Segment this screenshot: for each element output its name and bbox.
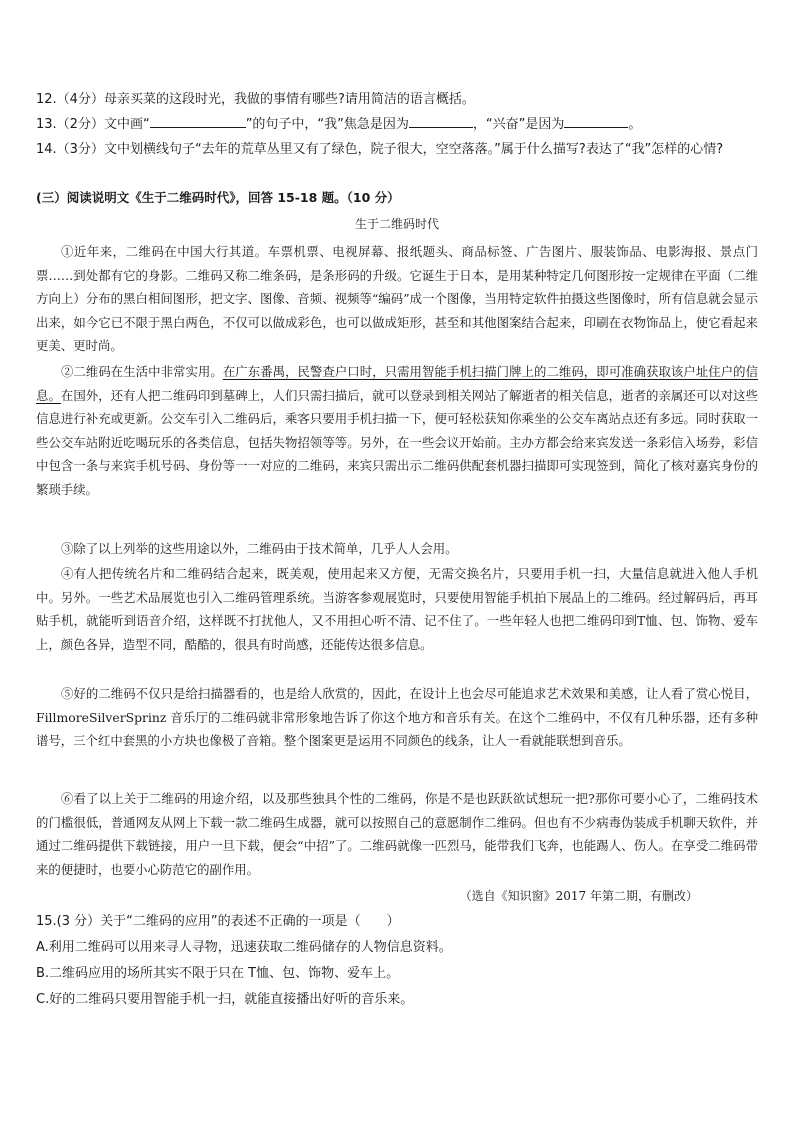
question-13-middle: ”的句子中，“我”焦急是因为 xyxy=(245,117,409,132)
question-13-middle-2: ，“兴奋”是因为 xyxy=(472,117,565,132)
paragraph-1: ①近年来，二维码在中国大行其道。车票机票、电视屏幕、报纸题头、商品标签、广告图片、服装饰品、电影海报、景点门票……到处都有它的身影。二维码又称二维条码，是条形码的升级。它诞生于日本，是用某种特定几何图形按一定规律在平面（二维方向上）分布的黑白相间图形，把文字、图像、音频、视频等“编码”成一个图像，当用特定软件拍摄这些图像时，所有信息就会显示出来，如今它已不限于黑白两色，不仅可以做成彩色，也可以做成矩形，甚至和其他图案结合起来，印刷在衣物饰品上，使它看起来更美、更时尚。 xyxy=(36,244,758,354)
question-13 xyxy=(36,113,760,137)
option-b: B.二维码应用的场所其实不限于只在 T恤、包、饰物、爱车上。 xyxy=(36,966,400,981)
paragraph-3: ③除了以上列举的这些用途以外，二维码由于技术简单，几乎人人会用。 xyxy=(61,541,458,556)
paragraph-2 xyxy=(36,360,758,502)
paragraph-4: ④有人把传统名片和二维码结合起来，既美观，使用起来又方便，无需交换名片，只要用手机一扫，大量信息就进入他人手机中。另外。一些艺术品展览也引入二维码管理系统。当游客参观展览时，只要使用智能手机拍下展品上的二维码。经过解码后，再耳贴手机，就能听到语音介绍，这样既不打扰他人，又不用担心听不清、记不住了。一些年轻人也把二维码印到T恤、包、饰物、爱车上，颜色各异，造型不同，酷酷的，很具有时尚感，还能传达很多信息。 xyxy=(36,566,758,652)
paragraph-6: ⑥看了以上关于二维码的用途介绍，以及那些独具个性的二维码，你是不是也跃跃欲试想玩一把?那你可要小心了，二维码技术的门槛很低，普通网友从网上下载一款二维码生成器，就可以按照自己的意愿制作二维码。但也有不少病毒伪装成手机聊天软件，并通过二维码提供下载链接，用户一旦下载，便会“中招”了。二维码就像一匹烈马，能带我们飞奔，也能踢人、伤人。在享受二维码带来的便捷时，也要小心防范它的副作用。 xyxy=(36,791,758,877)
option-a: A.利用二维码可以用来寻人寻物，迅速获取二维码储存的人物信息资料。 xyxy=(36,940,452,955)
question-15: 15.(3 分）关于“二维码的应用”的表述不正确的一项是（ ） xyxy=(36,914,400,929)
section-heading: (三）阅读说明文《生于二维码时代》，回答 15-18 题。（10 分） xyxy=(36,190,400,205)
question-12: 12.（4分）母亲买菜的这段时光，我做的事情有哪些?请用简洁的语言概括。 xyxy=(36,92,475,107)
article-title: 生于二维码时代 xyxy=(354,217,439,231)
source-citation: （选自《知识窗》2017 年第二期，有删改） xyxy=(459,889,698,903)
answer-blank xyxy=(409,113,473,128)
question-14: 14.（3分）文中划横线句子“去年的荒草丛里又有了绿色，院子很大，空空落落。”属于什么描写?表达了“我”怎样的心情? xyxy=(36,142,724,157)
answer-blank xyxy=(150,113,246,128)
underlined-sentence: 在广东番禺，民警查户口时，只需用智能手机扫描门牌上的二维码，即可准确获取该户址住户的信息。 xyxy=(36,364,759,403)
option-c: C.好的二维码只要用智能手机一扫，就能直接播出好听的音乐来。 xyxy=(36,992,414,1007)
paragraph-2-rest: 在国外，还有人把二维码印到墓碑上，人们只需扫描后，就可以登录到相关网站了解逝者的相关信息，逝者的亲属还可以对这些信息进行补充或更新。公交车引入二维码后，乘客只要用手机扫描一下，便可轻松获知你乘坐的公交车离站点还有多远。同时获取一些公交车站附近吃喝玩乐的各类信息，包括失物招领等等。另外，在一些会议开始前。主办方都会给来宾发送一条彩信入场券，彩信中包含一条与来宾手机号码、身份等一一对应的二维码，来宾只需出示二维码供配套机器扫描即可实现签到，简化了核对嘉宾身份的繁琐手续。 xyxy=(36,387,759,497)
answer-blank xyxy=(564,113,628,128)
question-13-end: 。 xyxy=(628,117,642,132)
paragraph-2-intro: ②二维码在生活中非常实用。 xyxy=(61,364,223,379)
question-13-prefix: 13.（2分）文中画“ xyxy=(36,117,150,132)
paragraph-5: ⑤好的二维码不仅只是给扫描器看的，也是给人欣赏的，因此，在设计上也会尽可能追求艺术效果和美感，让人看了赏心悦目，FillmoreSilverSprinz 音乐厅的二维码就非常形象地告诉了你这个地方和音乐有关。在这个二维码中，不仅有几种乐器，还有多种谱号，三个红中套黑的小方块也像极了音箱。整个图案更是运用不同颜色的线条，让人一看就能联想到音乐。 xyxy=(36,686,758,749)
